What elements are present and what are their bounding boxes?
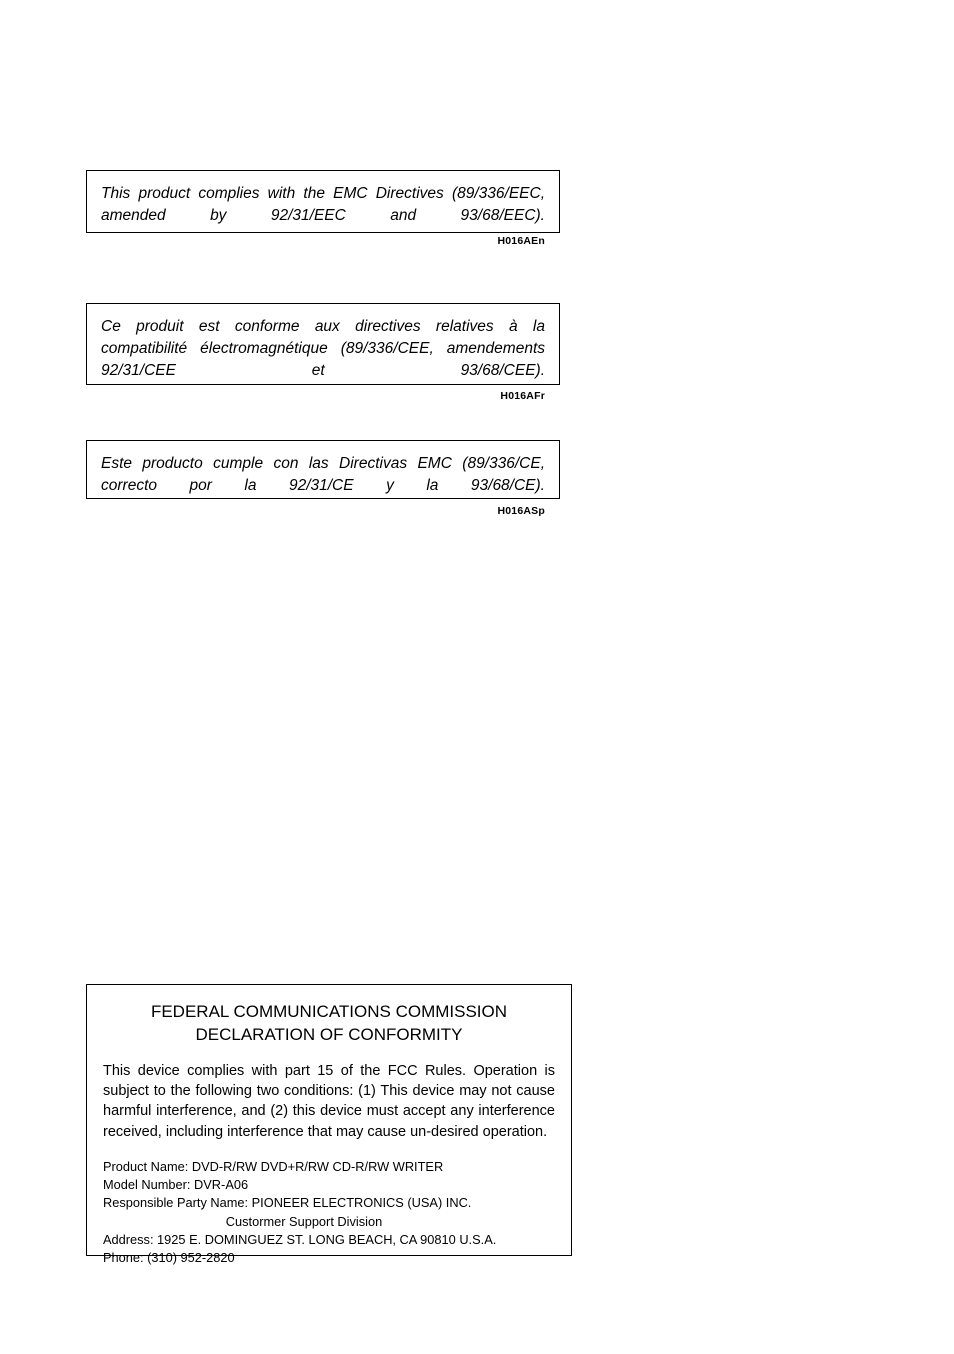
fcc-declaration-box bbox=[86, 984, 572, 1265]
fcc-title-line-1: FEDERAL COMMUNICATIONS COMMISSION bbox=[150, 1002, 508, 1021]
emc-notice-french-text: Ce produit est conforme aux directives relatives à la compatibilité électromagnétique (89/336/CEE, amendements 92/31/CEE et 93/68/CEE). bbox=[101, 318, 545, 379]
emc-notice-french-code: H016AFr bbox=[500, 390, 545, 402]
fcc-title bbox=[103, 1001, 555, 1047]
emc-notice-french bbox=[86, 303, 560, 402]
fcc-details bbox=[103, 1158, 555, 1267]
fcc-product-name: Product Name: DVD-R/RW DVD+R/RW CD-R/RW WRITER bbox=[103, 1159, 444, 1175]
emc-notice-english bbox=[86, 170, 560, 247]
fcc-responsible-party: Responsible Party Name: PIONEER ELECTRONICS (USA) INC. bbox=[103, 1195, 472, 1211]
fcc-model-number: Model Number: DVR-A06 bbox=[103, 1177, 249, 1193]
fcc-title-line-2: DECLARATION OF CONFORMITY bbox=[195, 1024, 463, 1044]
emc-notice-spanish-text: Este producto cumple con las Directivas EMC (89/336/CE, correcto por la 92/31/CE y la 93/68/CE). bbox=[101, 455, 545, 494]
fcc-division: Custormer Support Division bbox=[225, 1213, 383, 1229]
fcc-phone: Phone: (310) 952-2820 bbox=[103, 1249, 235, 1265]
fcc-body-text: This device complies with part 15 of the FCC Rules. Operation is subject to the following two conditions: (1) This device may not cause harmful interference, and (2) this device must accept any interference received, including interference that may cause un-desired operation. bbox=[103, 1062, 555, 1140]
emc-notice-spanish bbox=[86, 440, 560, 517]
fcc-address: Address: 1925 E. DOMINGUEZ ST. LONG BEACH, CA 90810 U.S.A. bbox=[103, 1231, 497, 1247]
emc-notice-english-code: H016AEn bbox=[497, 235, 545, 247]
emc-notice-english-text: This product complies with the EMC Directives (89/336/EEC, amended by 92/31/EEC and 93/68/EEC). bbox=[101, 185, 545, 224]
emc-notice-spanish-code: H016ASp bbox=[497, 505, 545, 517]
